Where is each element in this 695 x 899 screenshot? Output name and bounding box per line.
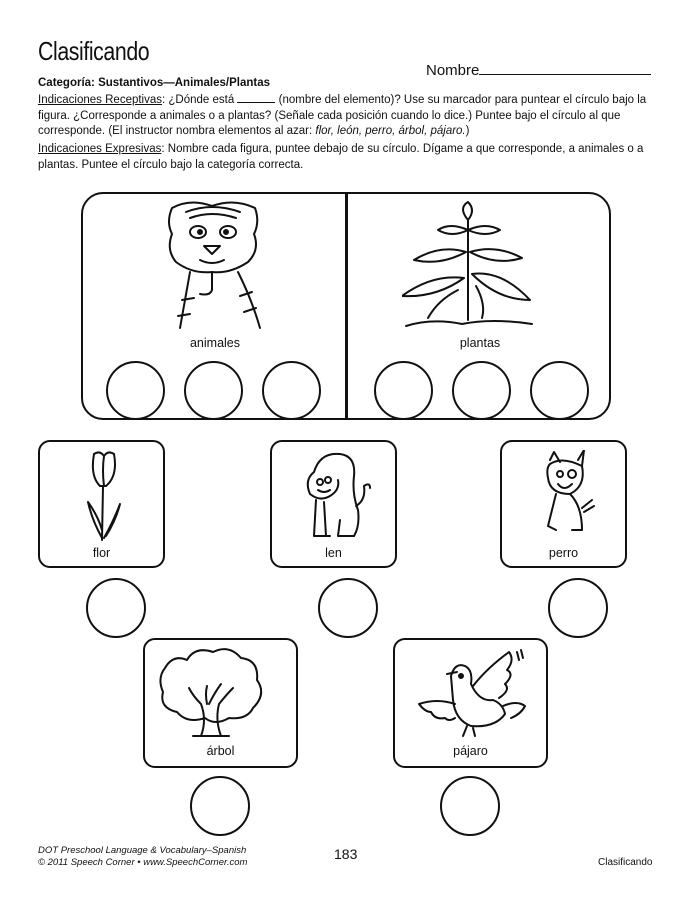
category-heading: Categoría: Sustantivos—Animales/Plantas	[38, 77, 270, 89]
animals-answer-circle-1[interactable]	[106, 361, 165, 420]
item-list: flor, león, perro, árbol, pájaro.	[315, 125, 466, 137]
dog-icon	[542, 450, 598, 538]
item-card-perro	[500, 440, 627, 568]
item-card-flor	[38, 440, 165, 568]
worksheet-title: Clasificando	[38, 36, 150, 66]
item-label-flor: flor	[92, 546, 111, 560]
tulip-icon	[84, 450, 124, 542]
plants-answer-circle-2[interactable]	[452, 361, 511, 420]
plants-answer-circle-1[interactable]	[374, 361, 433, 420]
arbol-answer-circle[interactable]	[190, 776, 250, 836]
item-label-arbol: árbol	[206, 744, 235, 758]
name-field[interactable]	[426, 60, 651, 79]
pajaro-answer-circle[interactable]	[440, 776, 500, 836]
plant-icon	[402, 200, 537, 330]
receptive-label: Indicaciones Receptivas	[38, 94, 163, 106]
footer-section-name: Clasificando	[598, 857, 653, 868]
perro-answer-circle[interactable]	[548, 578, 608, 638]
len-answer-circle[interactable]	[318, 578, 378, 638]
category-divider	[345, 192, 348, 420]
footer-book-title: DOT Preschool Language & Vocabulary–Spanish	[38, 845, 247, 856]
item-card-pajaro	[393, 638, 548, 768]
receptive-instructions: Indicaciones Receptivas: ¿Dónde está (nombre del elemento)? Use su marcador para puntear el círculo bajo la figura. ¿Corresponde a animales o a plantas? (Señale cada posición cuando lo dice.) Puntee bajo el círculo al que corresponde. (El instructor nombra elementos al azar: flor, león, perro, árbol, pájaro.)	[38, 94, 647, 137]
item-label-pajaro: pájaro	[453, 744, 488, 758]
animals-answer-circle-3[interactable]	[262, 361, 321, 420]
tiger-icon	[160, 200, 275, 330]
animals-answer-circle-2[interactable]	[184, 361, 243, 420]
footer-credits	[38, 845, 247, 869]
plants-answer-circle-3[interactable]	[530, 361, 589, 420]
expressive-instructions: Indicaciones Expresivas: Nombre cada figura, puntee debajo de su círculo. Dígame a que corresponde, a animales o a plantas. Puntee el círculo bajo la categoría correcta.	[38, 143, 644, 171]
page-number: 183	[334, 846, 358, 862]
category-label-plants: plantas	[459, 336, 501, 350]
item-card-len	[270, 440, 397, 568]
name-blank-line[interactable]	[479, 60, 651, 75]
item-label-len: len	[325, 546, 342, 560]
footer-copyright: © 2011 Speech Corner • www.SpeechCorner.com	[38, 857, 248, 868]
flor-answer-circle[interactable]	[86, 578, 146, 638]
lion-icon	[300, 450, 372, 540]
name-label: Nombre	[426, 62, 480, 79]
category-label-animals: animales	[189, 336, 241, 350]
blank-line	[237, 92, 275, 103]
item-label-perro: perro	[548, 546, 579, 560]
bird-icon	[417, 648, 529, 740]
item-card-arbol	[143, 638, 298, 768]
tree-icon	[159, 646, 269, 740]
expressive-label: Indicaciones Expresivas	[38, 143, 162, 155]
